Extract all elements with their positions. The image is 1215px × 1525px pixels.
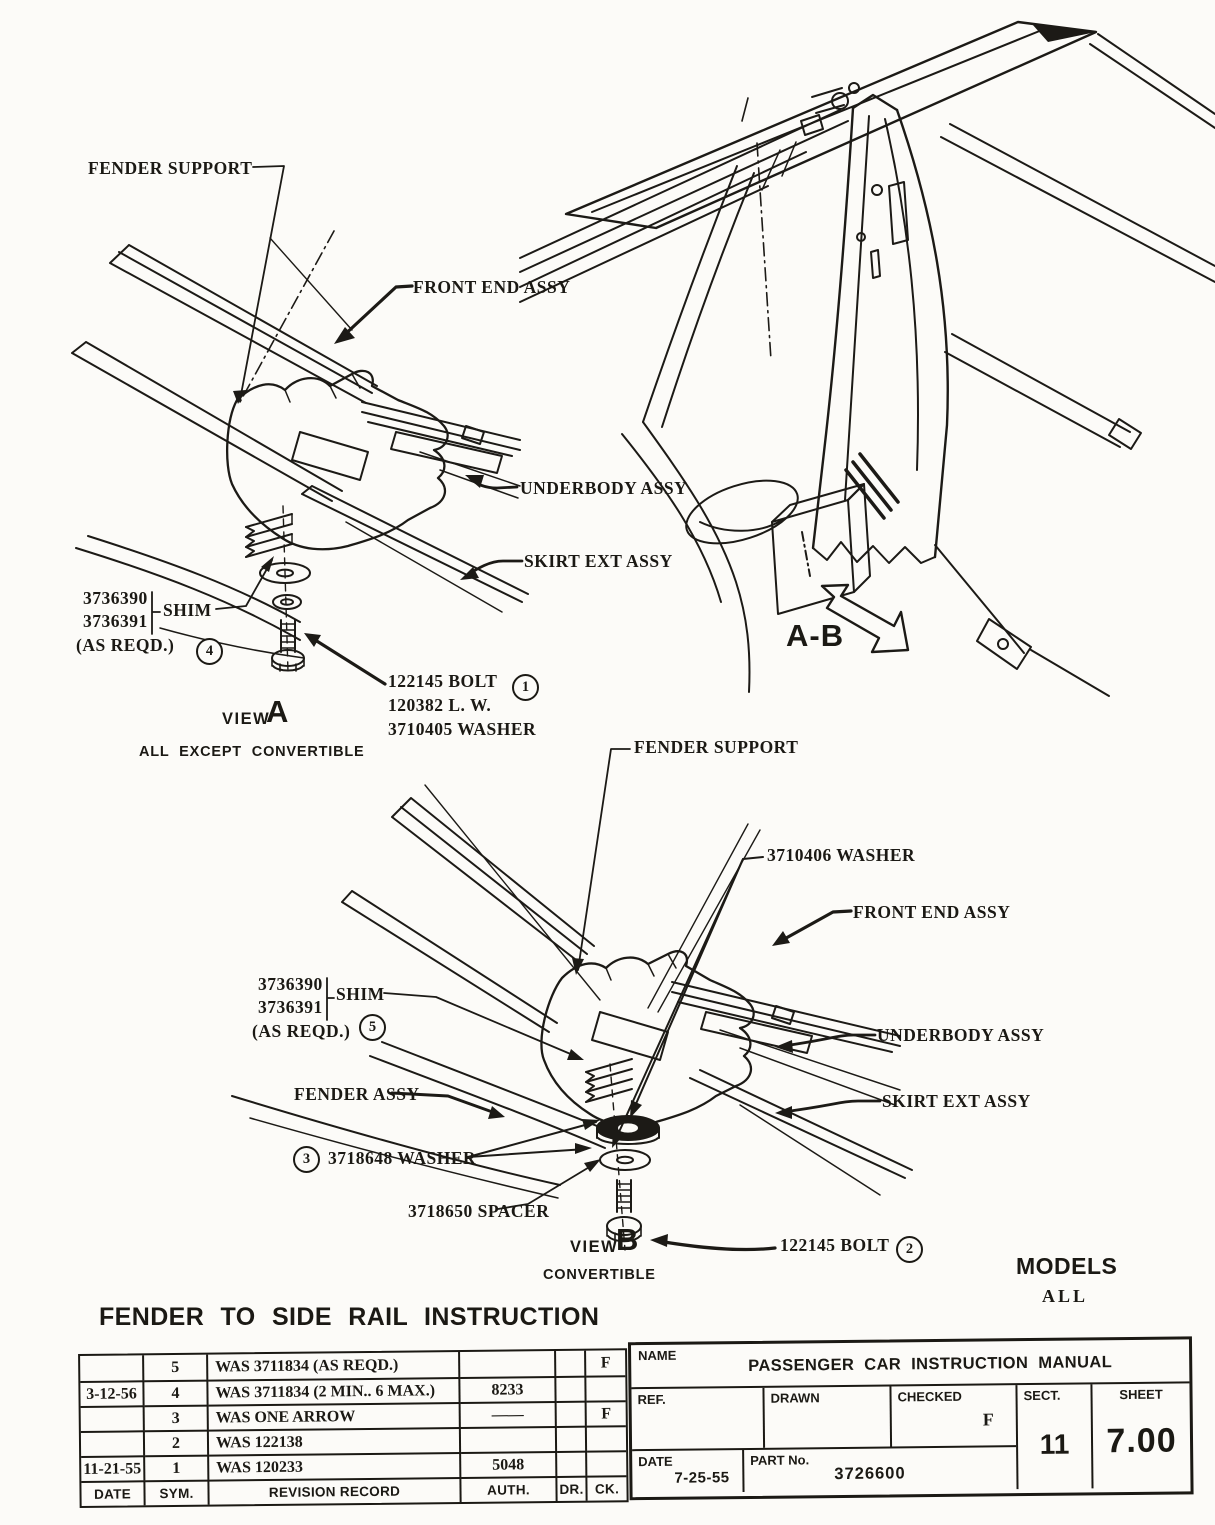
caption-view-a: VIEW (222, 710, 271, 728)
table-row: 3 WAS ONE ARROW —— F (81, 1400, 626, 1431)
date-cell: DATE 7-25-55 (632, 1450, 744, 1493)
callout-circle-5: 5 (359, 1014, 386, 1041)
label-spacer-b: 3718650 SPACER (408, 1201, 550, 1221)
label-lock-washer-a: 120382 L. W. (388, 695, 492, 715)
drawn-cell: DRAWN (764, 1386, 892, 1447)
callout-circle-1: 1 (512, 674, 539, 701)
ref-cell: REF. (631, 1388, 765, 1449)
label-fender-support-a: FENDER SUPPORT (88, 158, 253, 178)
label-front-end-assy-a: FRONT END ASSY (413, 277, 571, 297)
table-row: 11-21-55 1 WAS 120233 5048 (81, 1450, 626, 1481)
label-shim-part-lower-b: 3736391 (258, 997, 323, 1017)
section-ab-drawing (520, 22, 1215, 696)
callout-circle-2: 2 (896, 1236, 923, 1263)
label-shim-a: SHIM (163, 600, 212, 620)
table-header-row: DATE SYM. REVISION RECORD AUTH. DR. CK. (81, 1475, 626, 1506)
callout-circle-3: 3 (293, 1146, 320, 1173)
label-bolt-b: 122145 BOLT (780, 1235, 890, 1255)
label-front-end-assy-b: FRONT END ASSY (853, 902, 1011, 922)
models-label: MODELS (1016, 1253, 1118, 1279)
label-shim-part-upper-a: 3736390 (83, 588, 148, 608)
caption-view-b: VIEW (570, 1238, 619, 1256)
table-row: 5 WAS 3711834 (AS REQD.) F (80, 1350, 625, 1381)
caption-letter-b: B (616, 1222, 639, 1257)
label-fender-support-b: FENDER SUPPORT (634, 737, 799, 757)
label-underbody-assy-a: UNDERBODY ASSY (520, 478, 688, 498)
view-b-drawing (232, 749, 912, 1250)
part-no-value: 3726600 (834, 1464, 906, 1484)
checked-cell: CHECKED F (897, 1388, 994, 1430)
label-shim-b: SHIM (336, 984, 385, 1004)
sheet-footer (78, 1336, 1192, 1518)
title-block (628, 1336, 1194, 1500)
label-washer-a: 3710405 WASHER (388, 719, 537, 739)
caption-letter-a: A (266, 694, 289, 729)
models-value: ALL (1042, 1286, 1089, 1306)
label-shim-part-upper-b: 3736390 (258, 974, 323, 994)
label-skirt-ext-assy-a: SKIRT EXT ASSY (524, 551, 673, 571)
sect-value: 11 (1039, 1428, 1070, 1460)
sheet-cell: SHEET 7.00 (1092, 1383, 1190, 1488)
page-title: FENDER TO SIDE RAIL INSTRUCTION (99, 1303, 600, 1331)
date-value: 7-25-55 (674, 1469, 730, 1487)
label-washer-3710406-b: 3710406 WASHER (767, 845, 916, 865)
name-label: NAME (638, 1347, 677, 1364)
caption-sub-a: ALL EXCEPT CONVERTIBLE (139, 744, 365, 760)
table-row: 3-12-56 4 WAS 3711834 (2 MIN.. 6 MAX.) 8233 (80, 1375, 625, 1406)
revision-record-table (78, 1348, 629, 1508)
manual-title: PASSENGER CAR INSTRUCTION MANUAL (748, 1353, 1113, 1375)
label-fender-assy-b: FENDER ASSY (294, 1084, 420, 1104)
label-shim-part-lower-a: 3736391 (83, 611, 148, 631)
table-row: 2 WAS 122138 (81, 1425, 626, 1456)
label-skirt-ext-assy-b: SKIRT EXT ASSY (882, 1091, 1031, 1111)
title-block-name-row (631, 1339, 1189, 1389)
label-underbody-assy-b: UNDERBODY ASSY (877, 1025, 1045, 1045)
sect-cell: SECT. 11 (1017, 1384, 1093, 1489)
callout-circle-4: 4 (196, 638, 223, 665)
section-ab-label: A-B (786, 618, 845, 653)
label-shim-as-reqd-b: (AS REQD.) (252, 1021, 351, 1041)
caption-sub-b: CONVERTIBLE (543, 1267, 656, 1283)
checked-value: F (982, 1409, 994, 1430)
label-shim-as-reqd-a: (AS REQD.) (76, 635, 175, 655)
label-bolt-a: 122145 BOLT (388, 671, 498, 691)
sheet-value: 7.00 (1106, 1421, 1177, 1461)
label-washer-3718648-b: 3718648 WASHER (328, 1148, 477, 1168)
part-no-cell: PART No. 3726600 (750, 1452, 906, 1484)
